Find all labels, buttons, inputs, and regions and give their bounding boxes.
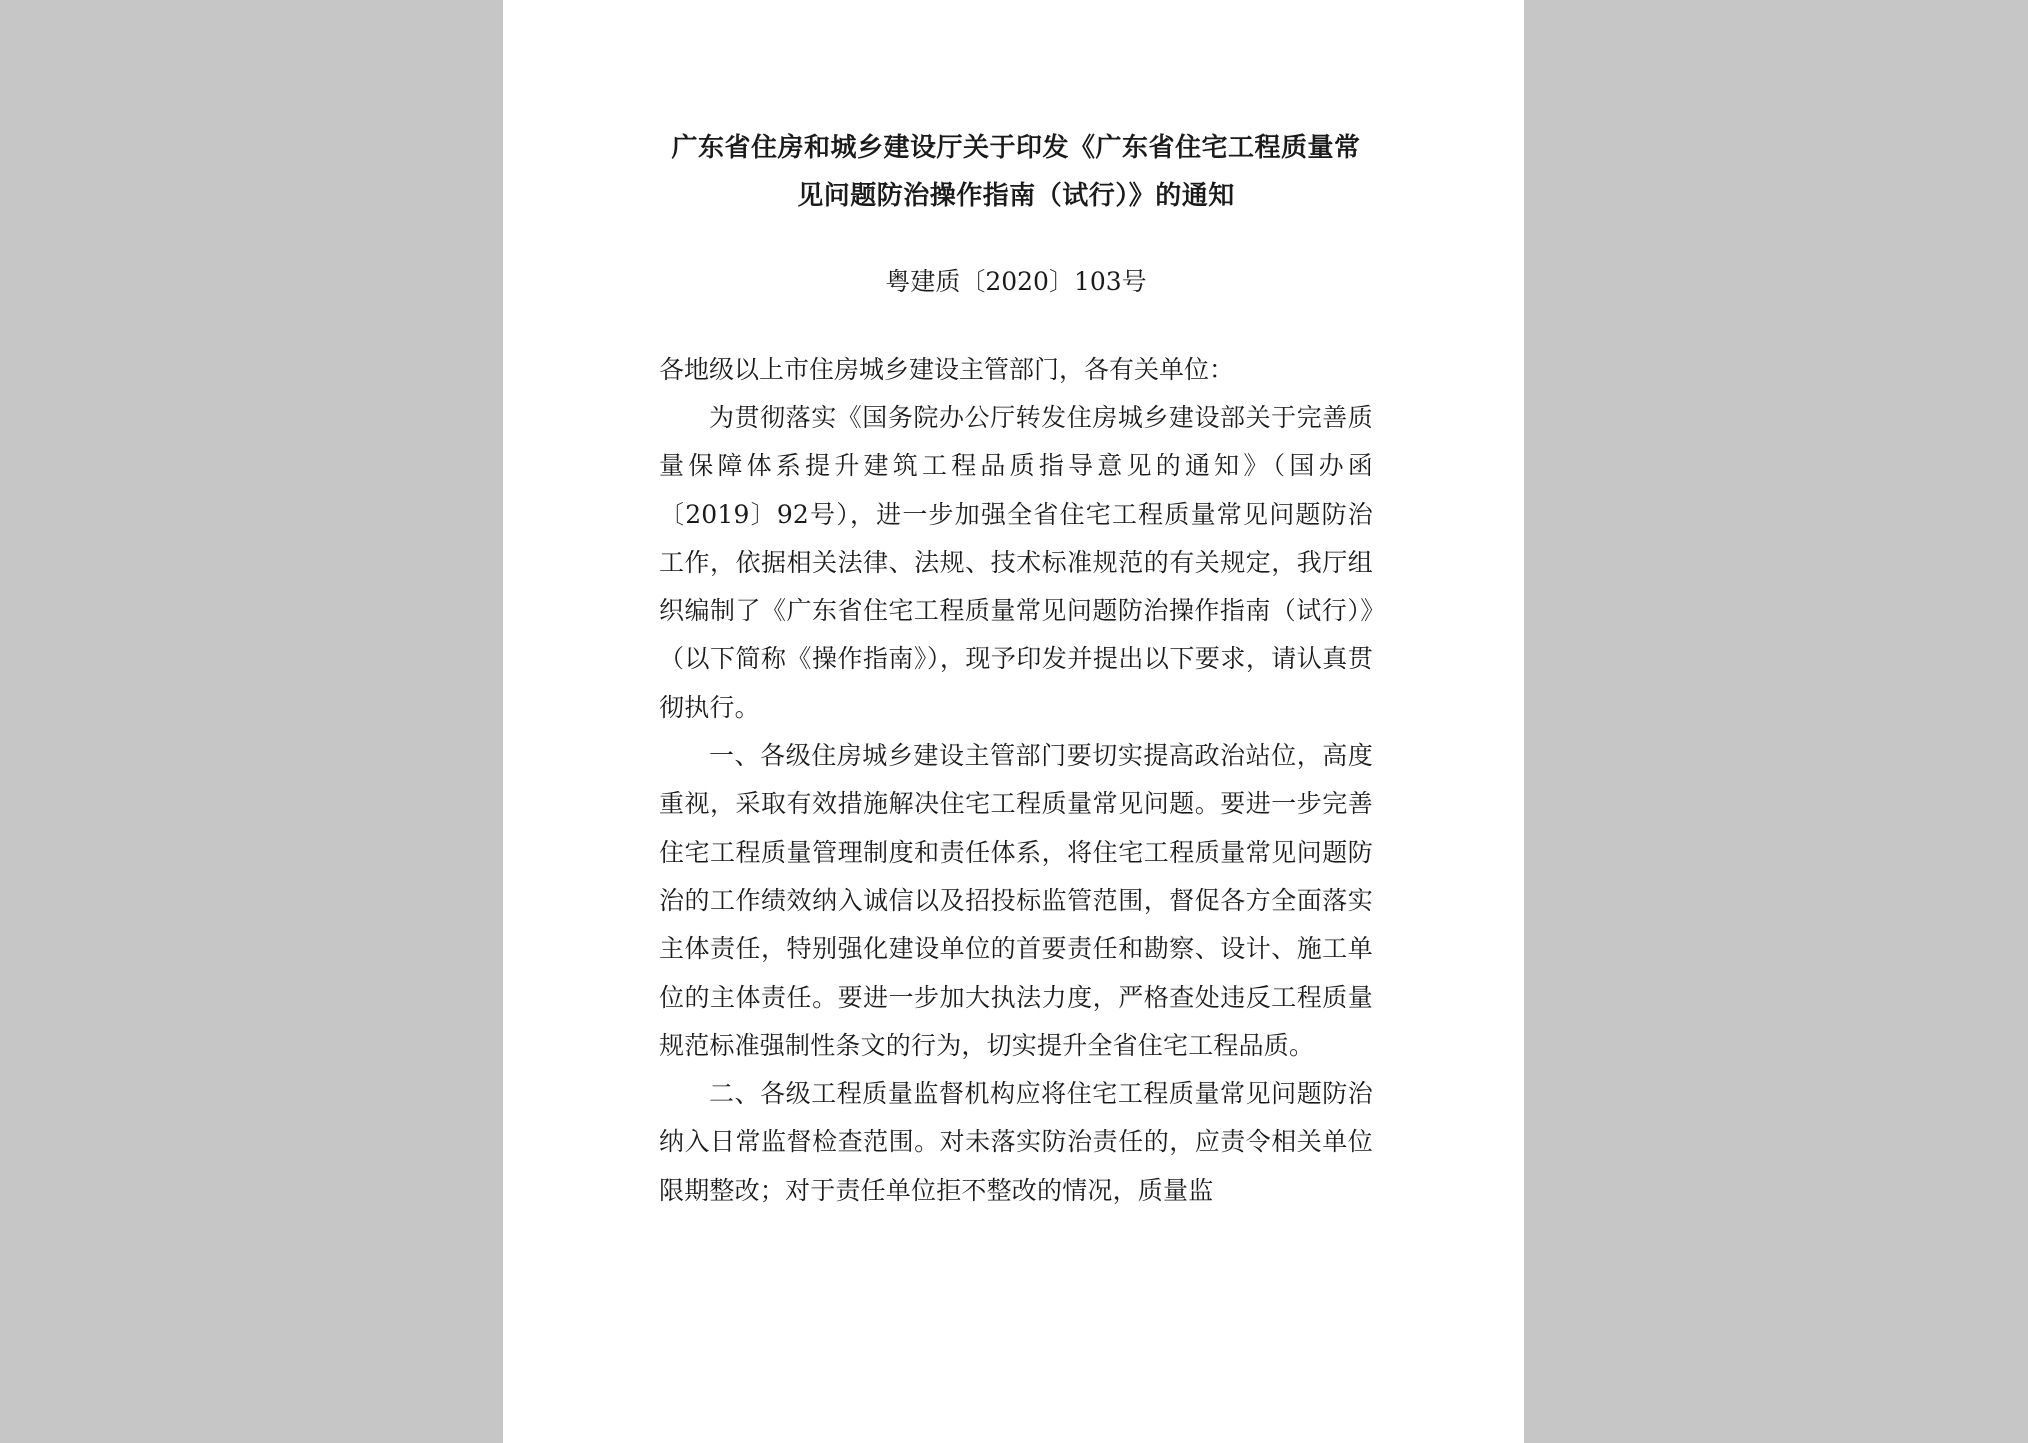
document-page — [503, 0, 1524, 1443]
body-paragraph: 二、各级工程质量监督机构应将住宅工程质量常见问题防治纳入日常监督检查范围。对未落实防治责任的，应责令相关单位限期整改；对于责任单位拒不整改的情况，质量监 — [659, 1079, 1373, 1205]
document-number: 粤建质〔2020〕103号 — [885, 267, 1147, 296]
body-paragraph: 为贯彻落实《国务院办公厅转发住房城乡建设部关于完善质量保障体系提升建筑工程品质指导意见的通知》（国办函〔2019〕92号），进一步加强全省住宅工程质量常见问题防治工作，依据相关法律、法规、技术标准规范的有关规定，我厅组织编制了《广东省住宅工程质量常见问题防治操作指南（试行）》（以下简称《操作指南》），现予印发并提出以下要求，请认真贯彻执行。 — [659, 403, 1373, 722]
addressee-line: 各地级以上市住房城乡建设主管部门，各有关单位： — [659, 355, 1235, 384]
document-title: 广东省住房和城乡建设厅关于印发《广东省住宅工程质量常见问题防治操作指南（试行）》的通知 — [671, 133, 1361, 211]
body-paragraph: 一、各级住房城乡建设主管部门要切实提高政治站位，高度重视，采取有效措施解决住宅工程质量常见问题。要进一步完善住宅工程质量管理制度和责任体系，将住宅工程质量常见问题防治的工作绩效纳入诚信以及招投标监管范围，督促各方全面落实主体责任，特别强化建设单位的首要责任和勘察、设计、施工单位的主体责任。要进一步加大执法力度，严格查处违反工程质量规范标准强制性条文的行为，切实提升全省住宅工程品质。 — [659, 741, 1373, 1060]
document-body — [659, 124, 1373, 1215]
